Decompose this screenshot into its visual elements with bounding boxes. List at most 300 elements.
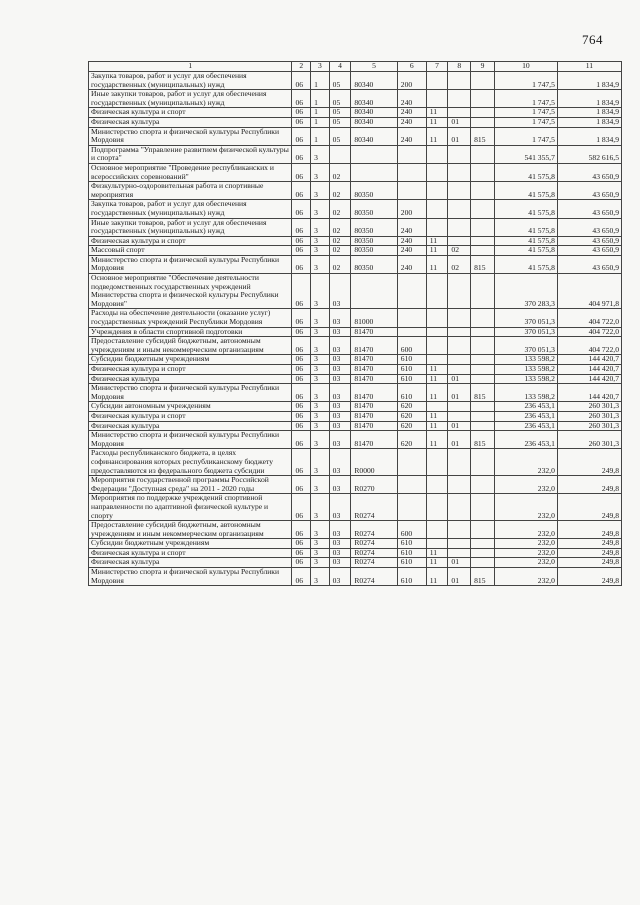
code-event: 02: [329, 163, 351, 181]
code-section: 11: [426, 236, 448, 246]
amount-2019: 43 650,9: [557, 182, 621, 200]
amount-2019: 260 301,3: [557, 402, 621, 412]
table-row: [89, 90, 622, 108]
amount-2018: 133 598,2: [494, 374, 557, 384]
code-section: [426, 449, 448, 476]
code-subsection: [448, 411, 471, 421]
amount-2018: 133 598,2: [494, 384, 557, 402]
code-subprogram: 3: [311, 145, 330, 163]
code-event: 03: [329, 494, 351, 521]
table-row: [89, 108, 622, 118]
code-subsection: [448, 236, 471, 246]
code-event: 03: [329, 365, 351, 375]
code-expense-type: 620: [397, 421, 426, 431]
code-grbs: 06: [292, 218, 311, 236]
code-grbs: 06: [292, 145, 311, 163]
code-ministry: [471, 365, 495, 375]
code-subprogram: 3: [311, 539, 330, 549]
table-row: [89, 200, 622, 218]
amount-2018: 232,0: [494, 568, 557, 586]
code-ministry: [471, 90, 495, 108]
code-subsection: 01: [448, 558, 471, 568]
code-ministry: [471, 521, 495, 539]
code-subsection: [448, 337, 471, 355]
amount-2019: 249,8: [557, 476, 621, 494]
code-direction: R0274: [351, 521, 397, 539]
code-subsection: 01: [448, 384, 471, 402]
code-section: [426, 274, 448, 309]
code-subprogram: 3: [311, 374, 330, 384]
code-expense-type: 200: [397, 200, 426, 218]
code-event: 03: [329, 337, 351, 355]
amount-2019: 1 834,9: [557, 127, 621, 145]
code-direction: R0274: [351, 494, 397, 521]
row-name: Субсидии бюджетным учреждениям: [89, 539, 292, 549]
code-expense-type: 240: [397, 90, 426, 108]
code-subprogram: 1: [311, 72, 330, 90]
amount-2018: 232,0: [494, 494, 557, 521]
code-ministry: [471, 476, 495, 494]
code-subsection: 01: [448, 568, 471, 586]
column-header: 6: [397, 62, 426, 72]
code-subprogram: 3: [311, 521, 330, 539]
code-grbs: 06: [292, 374, 311, 384]
code-ministry: [471, 374, 495, 384]
code-event: 02: [329, 246, 351, 256]
amount-2019: 249,8: [557, 548, 621, 558]
code-direction: 80350: [351, 182, 397, 200]
code-direction: 81470: [351, 337, 397, 355]
code-event: 05: [329, 117, 351, 127]
code-grbs: 06: [292, 548, 311, 558]
table-row: [89, 337, 622, 355]
amount-2018: 232,0: [494, 548, 557, 558]
code-event: 03: [329, 411, 351, 421]
table-body: [89, 72, 622, 586]
code-expense-type: 610: [397, 558, 426, 568]
amount-2019: 404 722,0: [557, 337, 621, 355]
code-grbs: 06: [292, 72, 311, 90]
code-subprogram: 1: [311, 127, 330, 145]
code-section: [426, 145, 448, 163]
code-expense-type: [397, 476, 426, 494]
code-grbs: 06: [292, 117, 311, 127]
column-header: 5: [351, 62, 397, 72]
code-subsection: [448, 402, 471, 412]
code-event: 03: [329, 548, 351, 558]
code-direction: [351, 145, 397, 163]
code-section: [426, 327, 448, 337]
code-subprogram: 3: [311, 384, 330, 402]
code-subprogram: 3: [311, 476, 330, 494]
code-event: 02: [329, 182, 351, 200]
table-row: [89, 246, 622, 256]
code-ministry: [471, 402, 495, 412]
row-name: Иные закупки товаров, работ и услуг для обеспечения государственных (муниципальных) нужд: [89, 218, 292, 236]
code-direction: 80340: [351, 117, 397, 127]
code-ministry: 815: [471, 255, 495, 273]
amount-2019: 260 301,3: [557, 431, 621, 449]
code-direction: 80350: [351, 218, 397, 236]
code-event: 02: [329, 218, 351, 236]
code-grbs: 06: [292, 494, 311, 521]
row-name: Министерство спорта и физической культуры Республики Мордовия: [89, 568, 292, 586]
amount-2018: 232,0: [494, 558, 557, 568]
amount-2018: 1 747,5: [494, 72, 557, 90]
code-ministry: [471, 163, 495, 181]
code-section: [426, 200, 448, 218]
code-subprogram: 3: [311, 200, 330, 218]
code-event: 03: [329, 402, 351, 412]
column-header: 8: [448, 62, 471, 72]
table-row: [89, 182, 622, 200]
code-subsection: [448, 521, 471, 539]
code-section: 11: [426, 365, 448, 375]
code-subprogram: 3: [311, 309, 330, 327]
code-grbs: 06: [292, 236, 311, 246]
code-event: 02: [329, 236, 351, 246]
code-subprogram: 3: [311, 402, 330, 412]
code-ministry: [471, 327, 495, 337]
column-header: 4: [329, 62, 351, 72]
amount-2018: 41 575,8: [494, 182, 557, 200]
code-ministry: [471, 558, 495, 568]
row-name: Физическая культура и спорт: [89, 365, 292, 375]
amount-2019: 249,8: [557, 568, 621, 586]
amount-2018: 133 598,2: [494, 355, 557, 365]
table-row: [89, 274, 622, 309]
code-direction: 81470: [351, 374, 397, 384]
code-event: 05: [329, 72, 351, 90]
code-subsection: [448, 182, 471, 200]
code-direction: 81470: [351, 402, 397, 412]
code-section: [426, 218, 448, 236]
code-ministry: [471, 421, 495, 431]
code-expense-type: 620: [397, 402, 426, 412]
table-row: [89, 476, 622, 494]
code-expense-type: 240: [397, 117, 426, 127]
amount-2018: 370 283,3: [494, 274, 557, 309]
code-subsection: [448, 200, 471, 218]
code-direction: 80340: [351, 90, 397, 108]
code-ministry: [471, 539, 495, 549]
code-event: 05: [329, 127, 351, 145]
code-grbs: 06: [292, 255, 311, 273]
amount-2019: 260 301,3: [557, 411, 621, 421]
row-name: Физическая культура: [89, 374, 292, 384]
code-ministry: 815: [471, 127, 495, 145]
code-ministry: [471, 411, 495, 421]
table-row: [89, 521, 622, 539]
column-header: 2: [292, 62, 311, 72]
table-row: [89, 72, 622, 90]
code-subsection: 01: [448, 127, 471, 145]
code-event: 03: [329, 327, 351, 337]
code-expense-type: 240: [397, 108, 426, 118]
code-event: 03: [329, 355, 351, 365]
amount-2018: 41 575,8: [494, 246, 557, 256]
code-section: 11: [426, 548, 448, 558]
table-row: [89, 355, 622, 365]
code-subprogram: 3: [311, 327, 330, 337]
code-ministry: [471, 337, 495, 355]
code-ministry: [471, 274, 495, 309]
table-row: [89, 494, 622, 521]
amount-2018: 1 747,5: [494, 90, 557, 108]
code-direction: 80350: [351, 255, 397, 273]
code-section: [426, 355, 448, 365]
table-row: [89, 163, 622, 181]
page-number: 764: [582, 32, 603, 47]
code-section: [426, 309, 448, 327]
code-expense-type: [397, 145, 426, 163]
column-header: 9: [471, 62, 495, 72]
code-subprogram: 3: [311, 246, 330, 256]
row-name: Физическая культура и спорт: [89, 548, 292, 558]
row-name: Физическая культура: [89, 558, 292, 568]
code-subprogram: 3: [311, 431, 330, 449]
row-name: Основное мероприятие "Проведение республиканских и всероссийских соревнований": [89, 163, 292, 181]
row-name: Физкультурно-оздоровительная работа и спортивные мероприятия: [89, 182, 292, 200]
row-name: Министерство спорта и физической культуры Республики Мордовия: [89, 127, 292, 145]
code-grbs: 06: [292, 246, 311, 256]
code-grbs: 06: [292, 568, 311, 586]
code-expense-type: 610: [397, 374, 426, 384]
code-event: 03: [329, 539, 351, 549]
code-expense-type: 610: [397, 384, 426, 402]
code-subprogram: 3: [311, 449, 330, 476]
amount-2019: 144 420,7: [557, 355, 621, 365]
code-subprogram: 3: [311, 274, 330, 309]
code-direction: 81470: [351, 365, 397, 375]
amount-2018: 236 453,1: [494, 431, 557, 449]
code-expense-type: [397, 494, 426, 521]
table-row: [89, 117, 622, 127]
code-subsection: [448, 309, 471, 327]
amount-2018: 41 575,8: [494, 200, 557, 218]
code-ministry: [471, 200, 495, 218]
code-grbs: 06: [292, 431, 311, 449]
code-grbs: 06: [292, 411, 311, 421]
code-direction: 81470: [351, 411, 397, 421]
amount-2018: 41 575,8: [494, 255, 557, 273]
code-ministry: [471, 182, 495, 200]
row-name: Учреждения в области спортивной подготовки: [89, 327, 292, 337]
amount-2019: 43 650,9: [557, 246, 621, 256]
code-subprogram: 3: [311, 365, 330, 375]
code-section: 11: [426, 255, 448, 273]
code-direction: [351, 163, 397, 181]
code-ministry: [471, 449, 495, 476]
code-event: 03: [329, 274, 351, 309]
amount-2018: 236 453,1: [494, 402, 557, 412]
amount-2019: 1 834,9: [557, 72, 621, 90]
code-subsection: [448, 539, 471, 549]
code-direction: R0274: [351, 539, 397, 549]
code-direction: 81470: [351, 421, 397, 431]
amount-2019: 43 650,9: [557, 218, 621, 236]
column-header: 7: [426, 62, 448, 72]
table-row: [89, 374, 622, 384]
header-row: [89, 62, 622, 72]
column-header: 10: [494, 62, 557, 72]
code-event: 03: [329, 374, 351, 384]
code-grbs: 06: [292, 90, 311, 108]
table-row: [89, 218, 622, 236]
code-grbs: 06: [292, 108, 311, 118]
table-row: [89, 327, 622, 337]
code-event: 03: [329, 558, 351, 568]
code-expense-type: 240: [397, 255, 426, 273]
code-event: 03: [329, 384, 351, 402]
code-subprogram: 3: [311, 182, 330, 200]
code-expense-type: 610: [397, 355, 426, 365]
row-name: Массовый спорт: [89, 246, 292, 256]
code-subsection: [448, 365, 471, 375]
code-ministry: [471, 72, 495, 90]
amount-2019: 43 650,9: [557, 200, 621, 218]
code-event: 03: [329, 476, 351, 494]
code-section: [426, 163, 448, 181]
code-section: 11: [426, 127, 448, 145]
code-direction: R0000: [351, 449, 397, 476]
code-subsection: [448, 327, 471, 337]
code-expense-type: 240: [397, 236, 426, 246]
code-expense-type: 200: [397, 72, 426, 90]
code-ministry: [471, 117, 495, 127]
code-subprogram: 3: [311, 218, 330, 236]
code-subprogram: 3: [311, 568, 330, 586]
table-row: [89, 411, 622, 421]
code-direction: 81470: [351, 431, 397, 449]
table-row: [89, 255, 622, 273]
amount-2018: 232,0: [494, 476, 557, 494]
code-section: [426, 182, 448, 200]
code-expense-type: 600: [397, 521, 426, 539]
code-section: [426, 72, 448, 90]
code-subsection: [448, 449, 471, 476]
code-event: 05: [329, 90, 351, 108]
amount-2019: 249,8: [557, 521, 621, 539]
code-section: [426, 402, 448, 412]
code-ministry: [471, 145, 495, 163]
code-subprogram: 3: [311, 163, 330, 181]
code-event: 03: [329, 421, 351, 431]
amount-2019: 404 722,0: [557, 309, 621, 327]
code-section: [426, 521, 448, 539]
code-grbs: 06: [292, 309, 311, 327]
code-grbs: 06: [292, 274, 311, 309]
row-name: Физическая культура: [89, 421, 292, 431]
code-direction: R0274: [351, 548, 397, 558]
code-expense-type: 620: [397, 411, 426, 421]
amount-2018: 370 051,3: [494, 327, 557, 337]
code-expense-type: [397, 182, 426, 200]
amount-2019: 582 616,5: [557, 145, 621, 163]
code-direction: 81000: [351, 309, 397, 327]
table-row: [89, 431, 622, 449]
amount-2019: 43 650,9: [557, 163, 621, 181]
code-subsection: [448, 163, 471, 181]
table-row: [89, 421, 622, 431]
code-expense-type: 240: [397, 246, 426, 256]
code-expense-type: [397, 274, 426, 309]
code-subsection: 01: [448, 421, 471, 431]
code-section: 11: [426, 421, 448, 431]
amount-2019: 249,8: [557, 494, 621, 521]
code-expense-type: 600: [397, 337, 426, 355]
table-row: [89, 539, 622, 549]
code-grbs: 06: [292, 327, 311, 337]
code-subsection: 01: [448, 117, 471, 127]
table-row: [89, 548, 622, 558]
table-row: [89, 365, 622, 375]
amount-2019: 249,8: [557, 539, 621, 549]
code-grbs: 06: [292, 163, 311, 181]
amount-2019: 1 834,9: [557, 108, 621, 118]
table-row: [89, 402, 622, 412]
code-subprogram: 3: [311, 255, 330, 273]
table-row: [89, 558, 622, 568]
code-subprogram: 3: [311, 558, 330, 568]
code-subsection: [448, 145, 471, 163]
code-expense-type: [397, 163, 426, 181]
code-subprogram: 1: [311, 108, 330, 118]
code-grbs: 06: [292, 449, 311, 476]
code-subsection: [448, 476, 471, 494]
code-event: 03: [329, 309, 351, 327]
code-subprogram: 1: [311, 117, 330, 127]
amount-2019: 43 650,9: [557, 236, 621, 246]
row-name: Министерство спорта и физической культуры Республики Мордовия: [89, 384, 292, 402]
code-direction: 80340: [351, 108, 397, 118]
row-name: Расходы на обеспечение деятельности (оказание услуг) государственных учреждений Республики Мордовия: [89, 309, 292, 327]
code-event: 03: [329, 521, 351, 539]
code-event: 03: [329, 449, 351, 476]
amount-2018: 232,0: [494, 449, 557, 476]
code-direction: 80350: [351, 200, 397, 218]
code-ministry: [471, 246, 495, 256]
code-expense-type: 620: [397, 431, 426, 449]
code-section: 11: [426, 374, 448, 384]
code-subprogram: 3: [311, 411, 330, 421]
amount-2018: 370 051,3: [494, 309, 557, 327]
amount-2018: 1 747,5: [494, 108, 557, 118]
code-event: [329, 145, 351, 163]
amount-2019: 249,8: [557, 449, 621, 476]
code-subprogram: 3: [311, 421, 330, 431]
row-name: Иные закупки товаров, работ и услуг для обеспечения государственных (муниципальных) нужд: [89, 90, 292, 108]
row-name: Субсидии автономным учреждениям: [89, 402, 292, 412]
code-grbs: 06: [292, 402, 311, 412]
code-grbs: 06: [292, 337, 311, 355]
code-grbs: 06: [292, 539, 311, 549]
code-subsection: [448, 548, 471, 558]
code-subsection: [448, 90, 471, 108]
code-expense-type: 240: [397, 218, 426, 236]
amount-2019: 404 971,8: [557, 274, 621, 309]
row-name: Подпрограмма "Управление развитием физической культуры и спорта": [89, 145, 292, 163]
amount-2019: 260 301,3: [557, 421, 621, 431]
code-subprogram: 3: [311, 355, 330, 365]
column-header: 3: [311, 62, 330, 72]
table-row: [89, 568, 622, 586]
code-subsection: [448, 218, 471, 236]
row-name: Закупка товаров, работ и услуг для обеспечения государственных (муниципальных) нужд: [89, 200, 292, 218]
code-direction: 80340: [351, 127, 397, 145]
amount-2018: 232,0: [494, 521, 557, 539]
amount-2018: 370 051,3: [494, 337, 557, 355]
